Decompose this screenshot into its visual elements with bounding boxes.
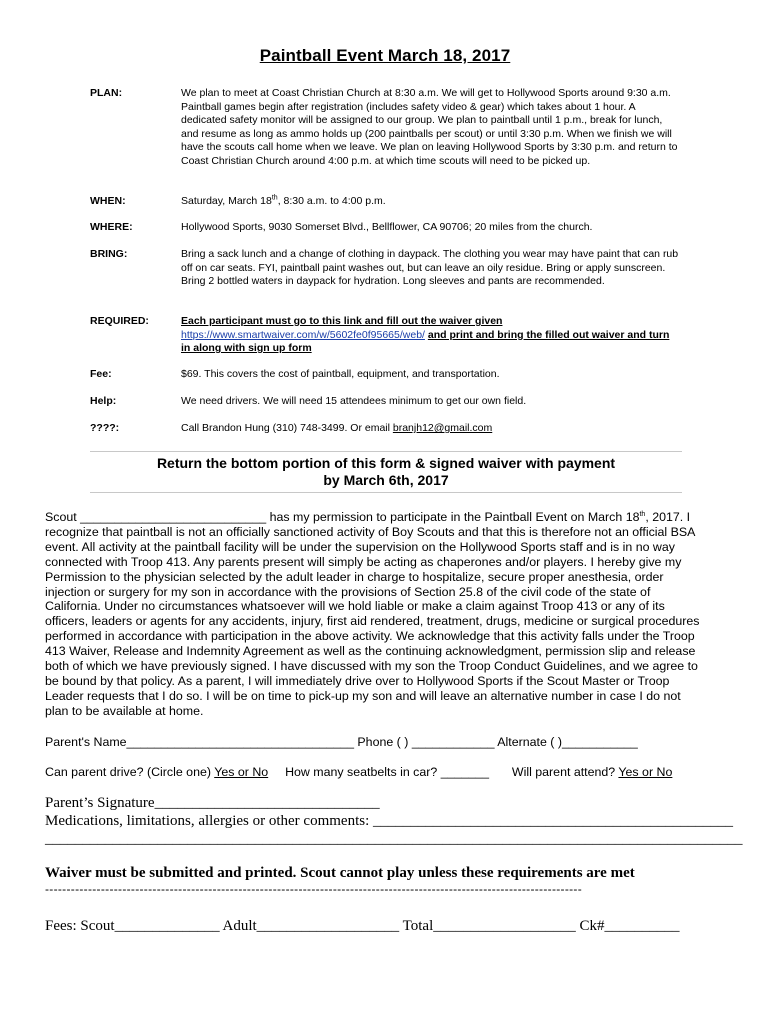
waiver-note: Waiver must be submitted and printed. Scout cannot play unless these requirements are met bbox=[45, 865, 635, 881]
waiver-link[interactable]: https://www.smartwaiver.com/w/5602fe0f95665/web/ bbox=[181, 328, 425, 341]
drive-yes-no[interactable]: Yes or No bbox=[214, 765, 269, 779]
plan-text: We plan to meet at Coast Christian Church at 8:30 a.m. We will get to Hollywood Sports around 9:30 a.m. Paintball games begin after registration (includes safety video & gear) which takes about 1 hour. A dedicated safety monitor will be assigned to our group. We plan to paintball until 1 p.m., break for lunch, and resume as long as ammo holds up (200 paintballs per scout) or until 3:30 p.m. When we finish we will have the scouts call home when we leave. We plan on leaving Hollywood Sports by 3:30 p.m. and return to Coast Christian Church around 4:00 p.m. at which time scouts will need to be picked up. bbox=[181, 87, 678, 167]
bring-text: Bring a sack lunch and a change of clothing in daypack. The clothing you wear may have paint that can rub off on car seats. FYI, paintball paint washes out, but can leave an oily residue. Bring or apply sunscreen. Bring 2 bottled waters in daypack for hydration. Long sleeves and pants are recommended. bbox=[181, 248, 679, 288]
plan-label: PLAN: bbox=[90, 87, 123, 99]
divider-top bbox=[90, 451, 682, 452]
parent-name-line: Parent's Name_________________________________ Phone ( ) ____________ Alternate ( )___________ bbox=[45, 735, 638, 749]
medications-line: Medications, limitations, allergies or other comments: ________________________________________________ bbox=[45, 813, 733, 829]
permission-paragraph: Scout ___________________________ has my permission to participate in the Paintball Event on March 18th, 2017. I recognize that paintball is not an officially sanctioned activity of Boy Scouts and that this is therefore not an official BSA event. All activity at the paintball facility will be under the supervision on the Hollywood Sports staff and is in no way connected with Troop 413. Any parents present will simply be acting as chaperones and/or players. I hereby give my Permission to the physician selected by the adult leader in charge to hospitalize, secure proper anesthesia, order injection or surgery for my son in accordance with the provisions of Section 25.8 of the civil code of the state of California. Under no circumstances whatsoever will we hold liable or make a claim against Troop 413 or any of its officers, leaders or agents for any accidents, injury, first aid rendered, treatment, drugs, medicine or surgical procedures performed in accordance with participation in the above activity. We acknowledge that this activity falls under the Troop 413 Waiver, Release and Indemnity Agreement as well as the continuing acknowledgment, permission slip and release both of which we have previously signed. I have discussed with my son the Troop Conduct Guidelines, and we agree to be bound by that policy. As a parent, I will immediately drive over to Hollywood Sports if the Scout Master or Troop Leader requests that I do so. I will be on time to pick-up my son and will leave an alternative number in case I do not plan to be available at home. bbox=[45, 510, 700, 718]
signature-line: Parent’s Signature______________________________ bbox=[45, 795, 380, 811]
help-text: We need drivers. We will need 15 attendees minimum to get our own field. bbox=[181, 395, 527, 407]
where-text: Hollywood Sports, 9030 Somerset Blvd., Bellflower, CA 90706; 20 miles from the church. bbox=[181, 221, 593, 233]
attend-yes-no[interactable]: Yes or No bbox=[618, 765, 673, 779]
required-text: Each participant must go to this link and fill out the waiver given https://www.smartwaiver.com/w/5602fe0f95665/web/ and print and bring the filled out waiver and turn in along with sign up form bbox=[181, 315, 670, 355]
dashed-separator: ----------------------------------------------------------------------------------------------------------------------------- bbox=[45, 882, 583, 896]
when-text: Saturday, March 18th, 8:30 a.m. to 4:00 p.m. bbox=[181, 194, 386, 207]
blank-line: _____________________________________________________________________________________________ bbox=[45, 831, 743, 847]
return-heading: Return the bottom portion of this form & signed waiver with payment by March 6th, 2017 bbox=[156, 455, 616, 488]
contact-label: ????: bbox=[90, 422, 120, 434]
divider-bottom bbox=[90, 492, 682, 493]
required-label: REQUIRED: bbox=[90, 315, 149, 327]
contact-text: Call Brandon Hung (310) 748-3499. Or email branjh12@gmail.com bbox=[181, 422, 493, 434]
seatbelts-field: How many seatbelts in car? _______ bbox=[285, 765, 489, 779]
page-title: Paintball Event March 18, 2017 bbox=[259, 46, 511, 65]
help-label: Help: bbox=[90, 395, 117, 407]
fee-text: $69. This covers the cost of paintball, equipment, and transportation. bbox=[181, 368, 500, 380]
fee-label: Fee: bbox=[90, 368, 112, 380]
bring-label: BRING: bbox=[90, 248, 128, 260]
email-link[interactable]: branjh12@gmail.com bbox=[392, 422, 493, 434]
drive-line: Can parent drive? (Circle one) Yes or No How many seatbelts in car? _______ Will parent attend? Yes or No bbox=[45, 765, 673, 779]
fees-line: Fees: Scout______________ Adult___________________ Total___________________ Ck#__________ bbox=[45, 918, 680, 934]
where-label: WHERE: bbox=[90, 221, 133, 233]
when-label: WHEN: bbox=[90, 195, 126, 207]
